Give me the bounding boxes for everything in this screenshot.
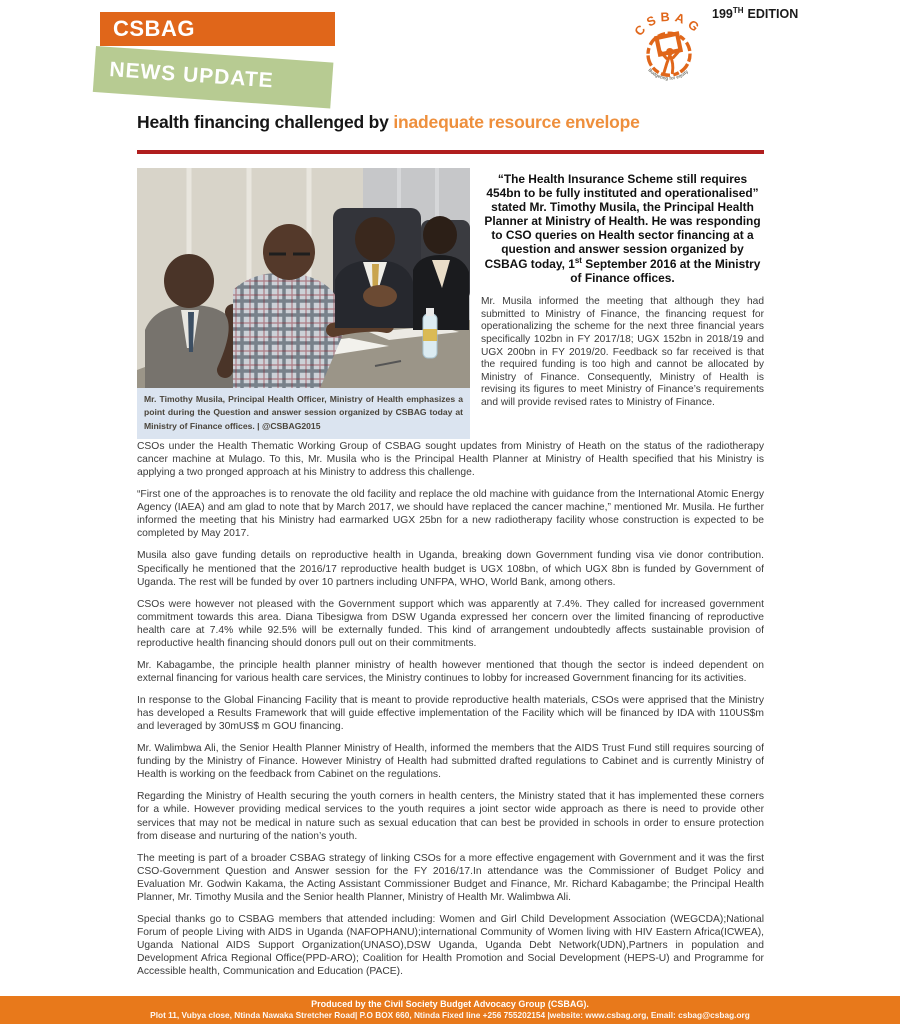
lead-quote-part2: September 2016 at the Ministry of Finance offices. bbox=[570, 257, 761, 286]
edition-number: 199 bbox=[712, 7, 733, 22]
body-paragraph: Mr. Walimbwa Ali, the Senior Health Planner Ministry of Health, informed the members that the AIDS Trust Fund still requires sourcing of funding by the Ministry of Finance. However Ministry of Health had submitted drafted regulations to Cabinet and is currently Ministry of Health is working on the feedback from Cabinet on the regulations. bbox=[137, 743, 764, 781]
csbag-logo-icon bbox=[627, 2, 711, 88]
logo-arc-text: CSBAG bbox=[631, 9, 705, 39]
brand-label: CSBAG bbox=[113, 16, 195, 41]
lead-quote-part1: “The Health Insurance Scheme still requires 454bn to be fully instituted and operationalised” stated Mr. Timothy Musila, the Principal Health Planner at Ministry of Health. He was responding to CSO queries on Health sector financing at a question and answer session organized by CSBAG today, 1 bbox=[484, 172, 761, 272]
body-paragraph: In response to the Global Financing Facility that is meant to provide reproductive health materials, CSOs were apprised that the Ministry has developed a Results Framework that will guide effective implementation of the Facility which will be financed by IDA with 110US$m and leveraged by 30mUS$ m GOU financing. bbox=[137, 695, 764, 733]
side-paragraph: Mr. Musila informed the meeting that although they had submitted to Ministry of Finance, the financing request for operationalizing the scheme for the next three financial years specifically 102bn in FY 2017/18; UGX 152bn in 2018/19 and UGX 200bn in FY 2019/20. Feedback so far received is that the required funding is too high and cannot be allocated by Ministry of Finance. Consequently, Ministry of Health is revising its figures to meet Ministry of Finance’s requirements and will provide revised rates to Ministry of Finance. bbox=[481, 296, 764, 408]
footer-bar bbox=[0, 996, 900, 1024]
body-paragraph: Mr. Kabagambe, the principle health planner ministry of health however mentioned that though the sector is indeed dependent on external financing for various health care services, the Ministry continues to lobby for increased Government financing for its activities. bbox=[137, 659, 764, 684]
photo-block bbox=[137, 168, 470, 439]
body-paragraph: “First one of the approaches is to renovate the old facility and replace the old machine with guidance from the International Atomic Energy Agency (IAEA) and am glad to note that by March 2017, we should have replaced the cancer machine,” mentioned Mr. Musila. He further informed the meeting that his Ministry had earmarked UGX 25bn for a new radiotherapy facility whose construction is expected to be completed by May 2017. bbox=[137, 489, 764, 540]
logo-tagline-text: Budgeting for equity bbox=[647, 67, 690, 81]
edition-ordinal: TH bbox=[732, 6, 744, 15]
body-paragraph: The meeting is part of a broader CSBAG strategy of linking CSOs for a more effective engagement with Government and it was the first CSO-Government Question and Answer session for the FY 2016/17.In attendance was the Commissioner of Budget Policy and Evaluation Mr. Godwin Kakama, the Acting Assistant Commissioner Budget and Finance, Mr. Richard Kabagambe; the Principal Health Planner, Mr. Timothy Musila and the Senior health Planner, Ministry of Health Mr. Walimbwa Ali. bbox=[137, 852, 764, 903]
red-divider bbox=[137, 150, 764, 154]
body-paragraph: CSOs were however not pleased with the Government support which was apparently at 7.4%. They called for increased government commitment towards this area. Diana Tibesigwa from DSW Uganda expressed her concern over the limited financing of reproductive health care at 7.4% while 92.5% will be externally funded. This kind of arrangement undoubtedly affects sustainable provision of reproductive health financing should donors pull out on their commitments. bbox=[137, 598, 764, 649]
article-title-black: Health financing challenged by bbox=[137, 112, 389, 132]
footer-produced-by: Produced by the Civil Society Budget Advocacy Group (CSBAG). bbox=[311, 999, 589, 1009]
meeting-photo bbox=[137, 168, 470, 388]
brand-box bbox=[100, 12, 335, 46]
body-paragraph: Special thanks go to CSBAG members that attended including: Women and Girl Child Development Association (WEGCDA);National Forum of people Living with AIDS in Uganda (NAFOPHANU);international Community of Women living with HIV Eastern Africa(ICWEA), Uganda National AIDS Support Organization(UNASO),DSW Uganda, Uganda Debt Network(UDN),Partners in population and Development Africa Regional Office(PPD-ARO); Coalition for Health Promotion and Social Development (HEPS-U) and Programme for Accessible health, Communication and Education (PACE). bbox=[137, 913, 764, 978]
body-paragraph: Regarding the Ministry of Health securing the youth corners in health centers, the Ministry stated that it has implemented these corners for a while. However providing medical services to the youth requires a joint sector wide approach as there is need to provide other services that may not be medical in nature such as sexual education that can best be provided in schools in order to ensure protection from disease and nurturing of the nation’s youth. bbox=[137, 791, 764, 842]
footer-contact-line: Plot 11, Vubya close, Ntinda Nawaka Stretcher Road| P.O BOX 660, Ntinda Fixed line +256 755202154 |website: www.csbag.org, Email: csbag@csbag.org bbox=[150, 1010, 750, 1020]
lead-quote-ordinal: st bbox=[574, 256, 582, 266]
edition-word: EDITION bbox=[747, 7, 799, 22]
article-title-orange: inadequate resource envelope bbox=[393, 112, 640, 132]
banner-label: NEWS UPDATE bbox=[108, 58, 275, 93]
body-paragraph: CSOs under the Health Thematic Working Group of CSBAG sought updates from Ministry of Heath on the status of the radiotherapy cancer machine at Mulago. To this, Mr. Musila who is the Principal Health Planner at Ministry of Health specified that his Ministry is applying a two pronged approach at his Ministry to address this challenge. bbox=[137, 441, 764, 479]
edition-label bbox=[712, 6, 798, 21]
article-body bbox=[137, 440, 764, 987]
news-update-banner bbox=[93, 46, 334, 108]
body-paragraph: Musila also gave funding details on reproductive health in Uganda, breaking down Government funding visa vie donor contribution. Specifically he mentioned that the 2016/17 reproductive health budget is UGX 108bn, of which UGX 8bn is funded by Government of Uganda. The rest will be funded by over 10 partners including UNFPA, WHO, World Bank, among others. bbox=[137, 550, 764, 588]
article-title bbox=[137, 112, 777, 133]
lead-quote bbox=[481, 172, 764, 285]
right-column bbox=[481, 172, 764, 409]
photo-caption: Mr. Timothy Musila, Principal Health Officer, Ministry of Health emphasizes a point during the Question and answer session organized by CSBAG today at Ministry of Finance offices. | @CSBAG2015 bbox=[137, 388, 470, 439]
